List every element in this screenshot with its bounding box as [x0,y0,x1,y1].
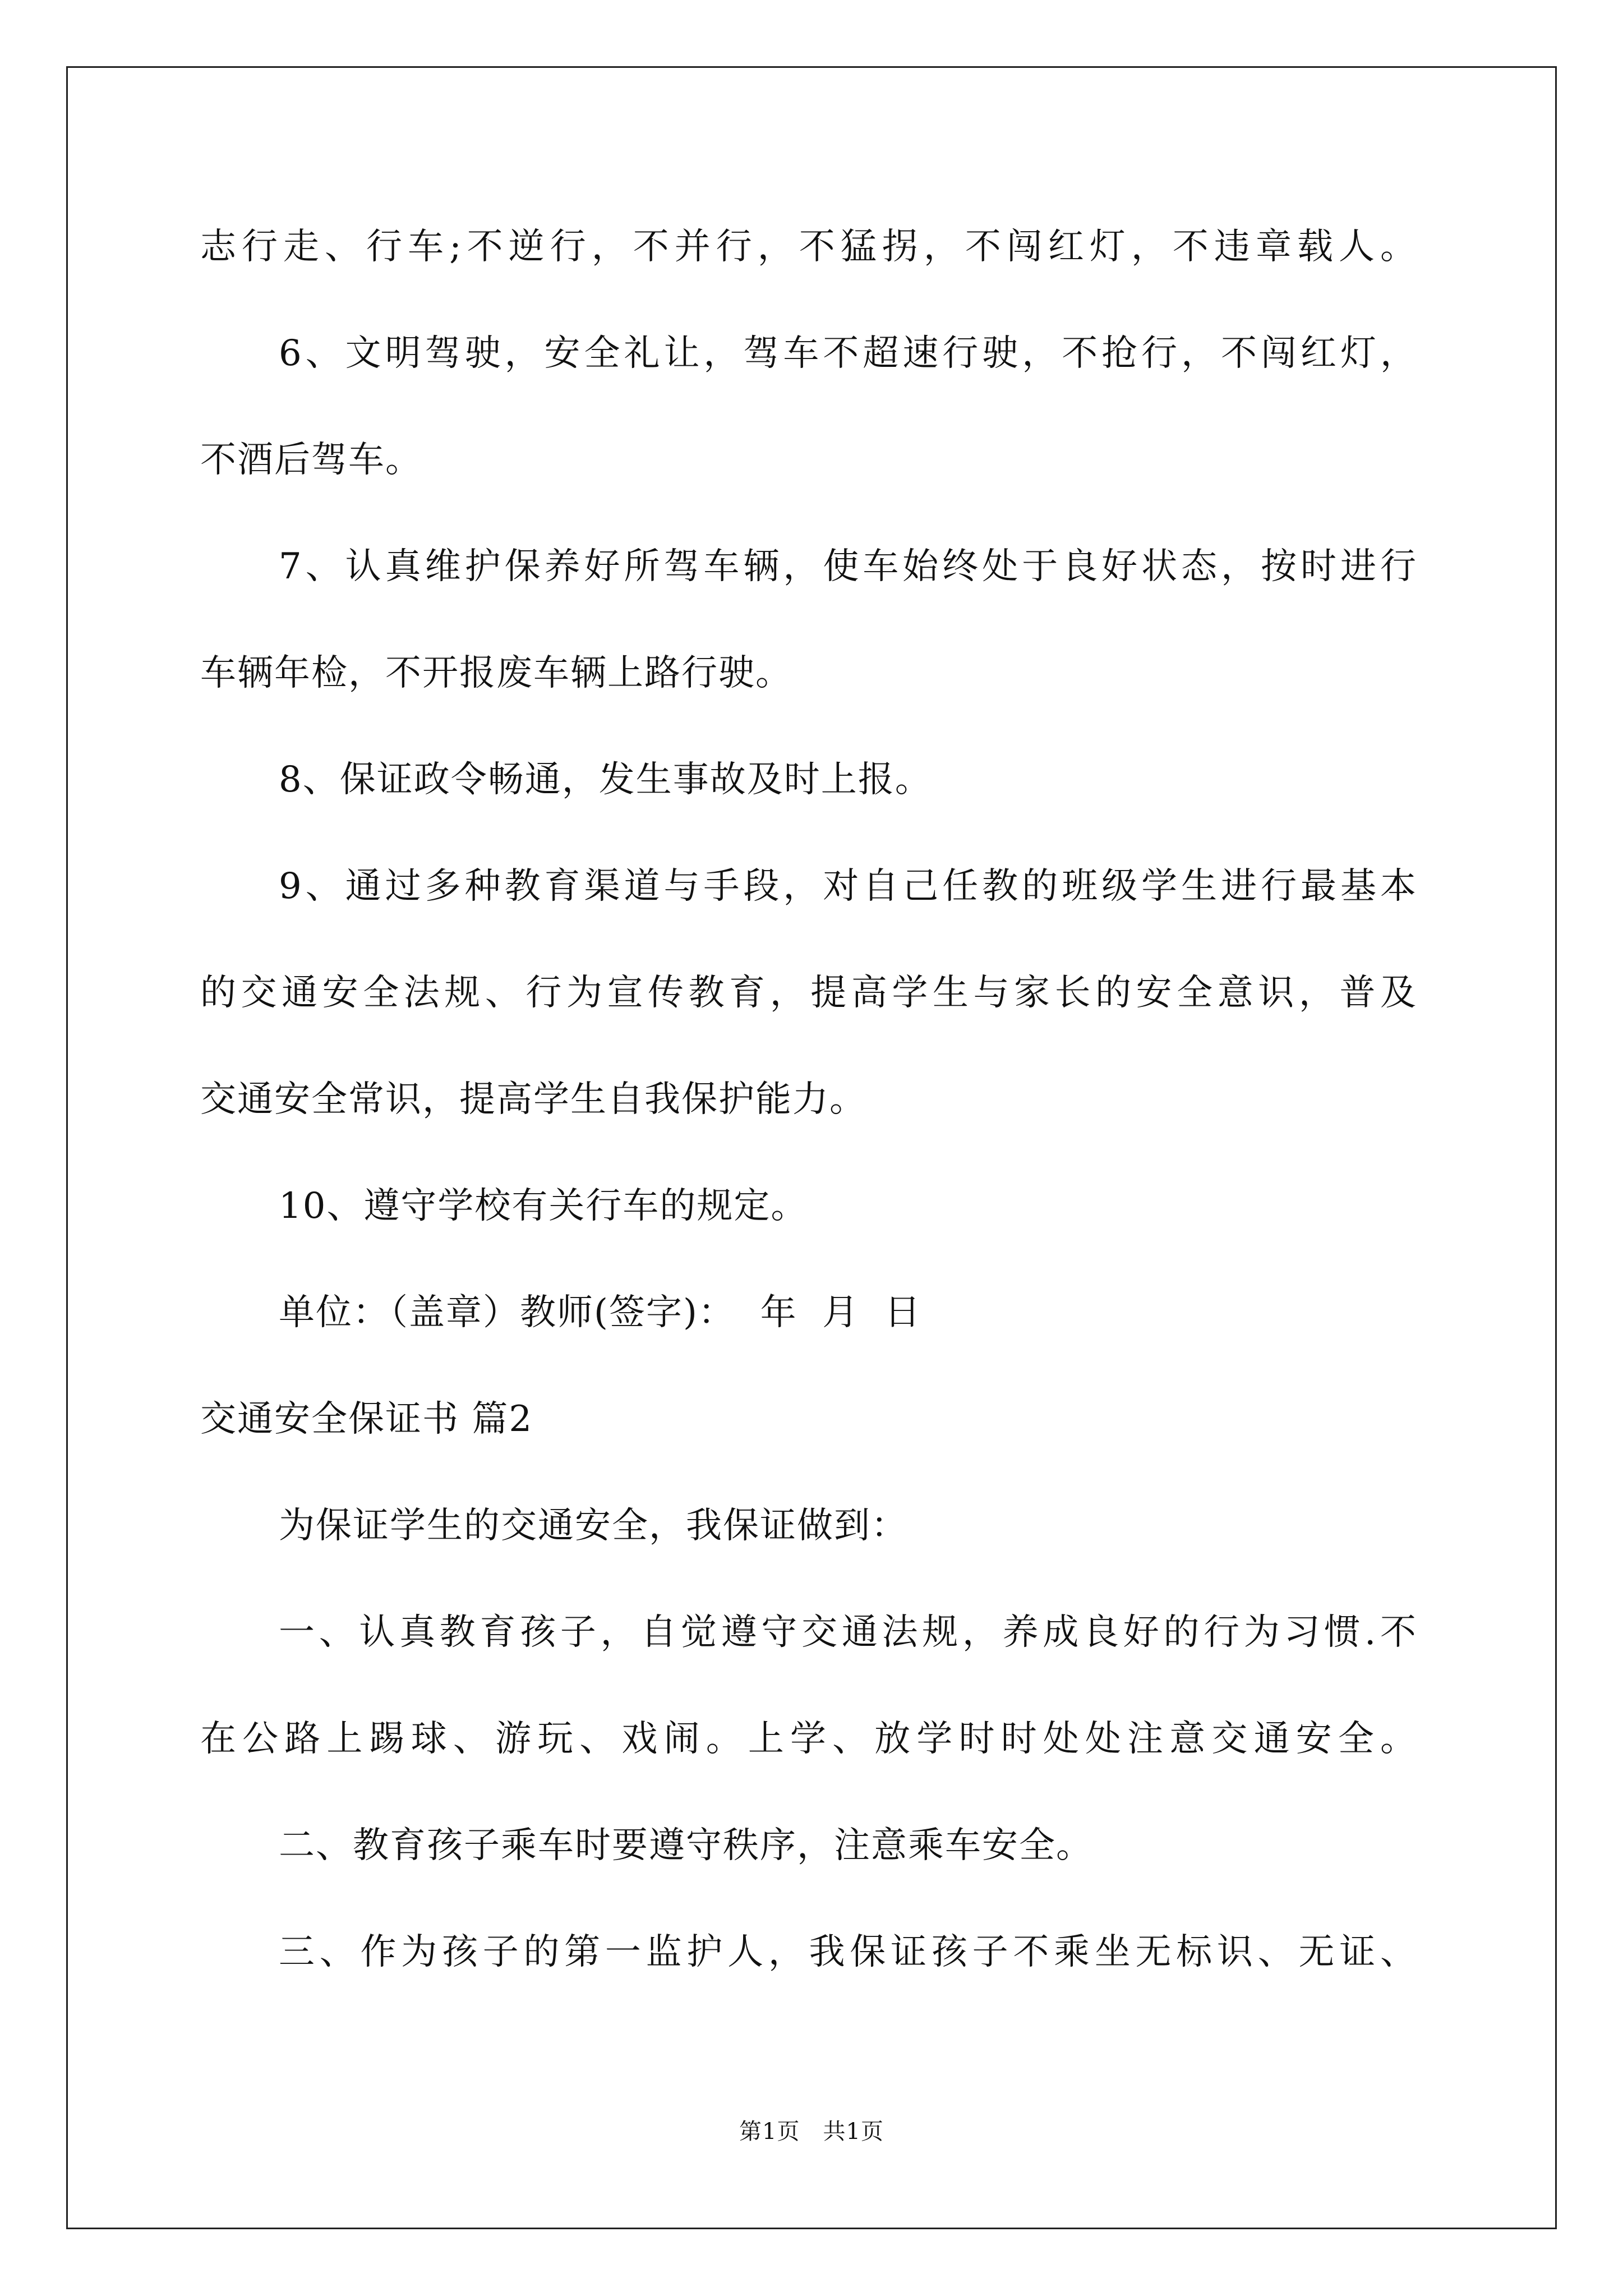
text-line: 9、通过多种教育渠道与手段，对自己任教的班级学生进行最基本 [279,866,1417,907]
text-line: 不酒后驾车。 [200,439,422,481]
text-line: 的交通安全法规、行为宣传教育，提高学生与家长的安全意识，普及 [200,972,1417,1014]
text-line: 在公路上踢球、游玩、戏闹。上学、放学时时处处注意交通安全。 [200,1718,1417,1760]
page-border [66,66,1557,2229]
text-line: 三、作为孩子的第一监护人，我保证孩子不乘坐无标识、无证、 [279,1931,1417,1973]
text-line: 车辆年检，不开报废车辆上路行驶。 [200,652,792,694]
signature-line: 单位：（盖章）教师(签字)： 年 月 日 [279,1292,921,1333]
text-line: 6、文明驾驶，安全礼让，驾车不超速行驶，不抢行，不闯红灯， [279,333,1417,374]
text-line: 志行走、行车;不逆行，不并行，不猛拐，不闯红灯，不违章载人。 [200,226,1417,268]
text-line: 8、保证政令畅通，发生事故及时上报。 [279,759,932,800]
text-line: 10、遵守学校有关行车的规定。 [279,1185,808,1227]
page-number-footer: 第1页 共1页 [739,2119,884,2145]
text-line: 为保证学生的交通安全，我保证做到： [279,1505,908,1547]
text-line: 交通安全常识，提高学生自我保护能力。 [200,1079,866,1120]
text-line: 二、教育孩子乘车时要遵守秩序，注意乘车安全。 [279,1825,1093,1866]
text-line: 7、认真维护保养好所驾车辆，使车始终处于良好状态，按时进行 [279,546,1417,587]
text-line: 一、认真教育孩子，自觉遵守交通法规，养成良好的行为习惯.不 [279,1612,1417,1653]
section-heading: 交通安全保证书 篇2 [200,1398,533,1440]
